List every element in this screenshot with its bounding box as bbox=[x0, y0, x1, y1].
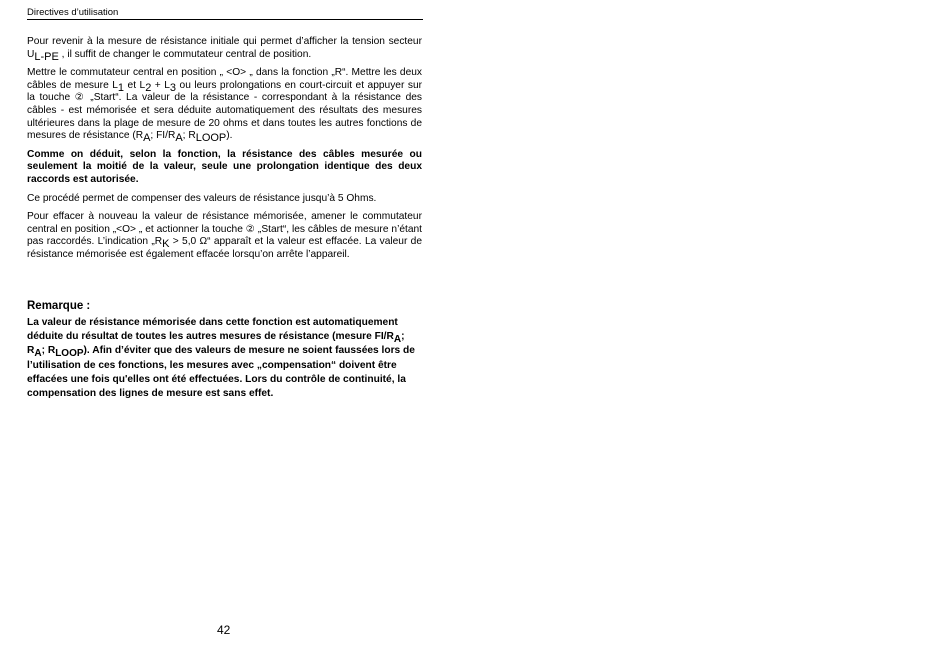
paragraph-compensation-limit: Ce procédé permet de compenser des valeurs de résistance jusqu’à 5 Ohms. bbox=[27, 192, 377, 204]
p2-sub-3: 3 bbox=[169, 81, 177, 94]
remark-sub-3: LOOP bbox=[55, 348, 84, 360]
page-number: 42 bbox=[217, 623, 231, 637]
header-title: Directives d’utilisation bbox=[27, 7, 119, 18]
p1-text-1: Pour revenir à la mesure de résistance initiale qui permet d’afficher la tension secteur U bbox=[27, 36, 422, 60]
p2-sub-2: 2 bbox=[145, 81, 152, 94]
p2-text-4: ou leurs prolongations en court-circuit et appuyer sur la touche ② „Start“. La valeur de la résistance - correspondant à la résistance des câbles - est mémorisée et sera déduite automatiquement des résultats des mesures ultérieures dans la plage de mesure de 20 ohms et dans toutes les autres fonctions de mesures de résistance (R bbox=[27, 79, 423, 142]
p2-sub-5: A bbox=[175, 132, 183, 145]
remark-sub-2: A bbox=[34, 348, 42, 360]
remark-title: Remarque : bbox=[27, 300, 91, 312]
remark-text-4: ). Afin d’éviter que des valeurs de mesure ne soient faussées lors de l’utilisation de ces fonctions, les mesures avec „compensation“ doivent être effacées une fois qu'elles ont été effectuées. Lors du contrôle de continuité, la compensation des lignes de mesure est sans effet. bbox=[27, 345, 415, 400]
p2-sub-6: LOOP bbox=[195, 132, 227, 145]
paragraph-warning: Comme on déduit, selon la fonction, la résistance des câbles mesurée ou seulement la moitié de la valeur, seule une prolongation identique des deux raccords est autorisée. bbox=[27, 148, 422, 185]
p2-text-3: + L bbox=[151, 79, 170, 91]
p2-sub-1: 1 bbox=[117, 81, 125, 94]
p1-text-2: , il suffit de changer le commutateur central de position. bbox=[58, 48, 312, 60]
p2-text-7: ). bbox=[226, 130, 233, 142]
main-content bbox=[27, 36, 422, 262]
p2-text-2: et L bbox=[124, 79, 146, 91]
page-header bbox=[27, 7, 423, 20]
p5-text-1: Pour effacer à nouveau la valeur de résistance mémorisée, amener le commutateur central en position „<O> „ et actionner la touche ② „Start“, les câbles de mesure n’étant pas raccordés. L’indication „R bbox=[27, 211, 422, 248]
remark-sub-1: A bbox=[393, 334, 402, 346]
remark-text-1: La valeur de résistance mémorisée dans cette fonction est automatiquement déduite du résultat de toutes les autres mesures de résistance (mesure FI/R bbox=[27, 317, 398, 343]
p5-text-2: > 5,0 Ω“ apparaît et la valeur est effacée. La valeur de résistance mémorisée est également effacée lorsqu’on arrête l’appareil. bbox=[27, 236, 422, 260]
p2-text-1: Mettre le commutateur central en position „ <O> „ dans la fonction „R“. Mettre les deux câbles de mesure L bbox=[27, 67, 422, 91]
paragraph-compensation-procedure bbox=[27, 67, 422, 143]
p2-text-5: ; FI/R bbox=[150, 130, 176, 142]
paragraph-return-measure bbox=[27, 36, 422, 61]
p5-sub-1: K bbox=[162, 238, 170, 251]
remark-text-3: ; R bbox=[41, 345, 56, 357]
p2-text-6: ; R bbox=[182, 130, 196, 142]
p2-sub-4: A bbox=[143, 132, 151, 145]
remark-section bbox=[27, 299, 422, 401]
remark-body bbox=[27, 316, 419, 401]
paragraph-erase-value bbox=[27, 211, 422, 261]
p1-sub-1: L-PE bbox=[34, 50, 59, 63]
remark-text-2: ; R bbox=[27, 331, 405, 357]
